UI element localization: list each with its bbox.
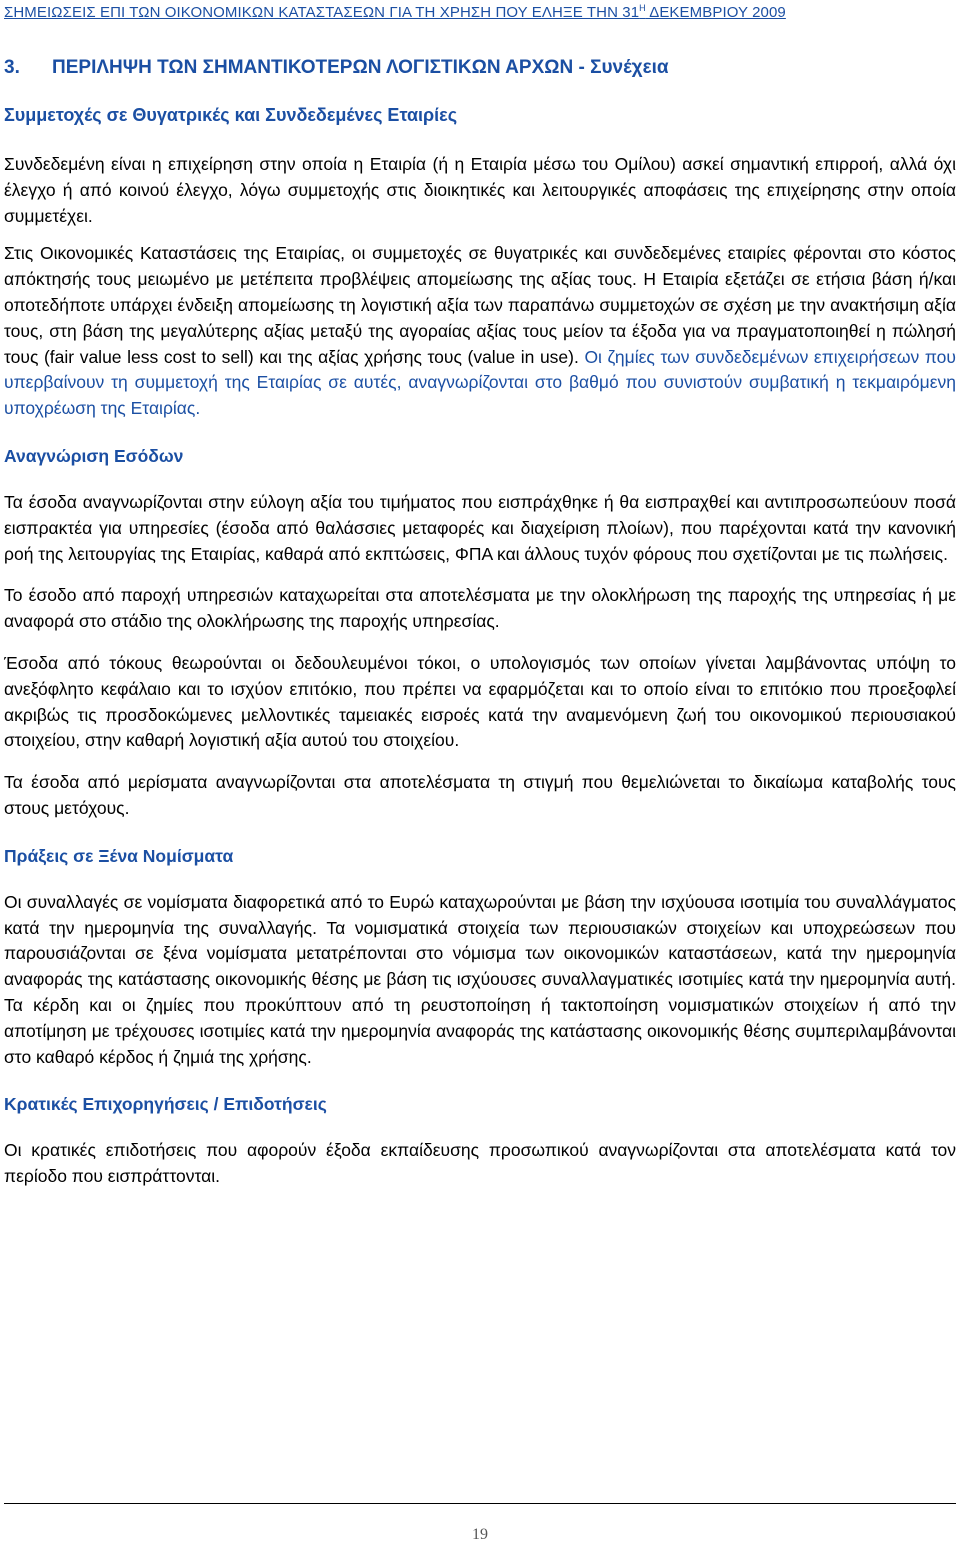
running-header-text-end: ΔΕΚΕΜΒΡΙΟΥ 2009	[645, 4, 786, 21]
paragraph-investments-cost	[4, 241, 956, 422]
paragraph-dividend-income: Τα έσοδα από μερίσματα αναγνωρίζονται στα αποτελέσματα τη στιγμή που θεμελιώνεται το δικαίωμα καταβολής τους στους μετόχους.	[4, 772, 956, 818]
section-title-text: ΠΕΡΙΛΗΨΗ ΤΩΝ ΣΗΜΑΝΤΙΚΟΤΕΡΩΝ ΛΟΓΙΣΤΙΚΩΝ ΑΡΧΩΝ - Συνέχεια	[52, 57, 669, 78]
paragraph-government-grants: Οι κρατικές επιδοτήσεις που αφορούν έξοδα εκπαίδευσης προσωπικού αναγνωρίζονται στα αποτελέσματα κατά τον περίοδο που εισπράττονται.	[4, 1140, 956, 1187]
section-number: 3.	[4, 57, 20, 78]
heading-revenue: Αναγνώριση Εσόδων	[4, 445, 184, 466]
paragraph-interest-income: Έσοδα από τόκους θεωρούνται οι δεδουλευμένοι τόκοι, ο υπολογισμός των οποίων γίνεται λαμβάνοντας υπόψη το ανεξόφλητο κεφάλαιο και το ισχύον επιτόκιο, που πρέπει να εφαρμόζεται και το οποίο είναι το επιτόκιο που προεξοφλεί ακριβώς τις προσδοκώμενες μελλοντικές ταμειακές εισροές κατά την αναμενόμενη ζωή του οικονομικού περιουσιακού στοιχείου, στην καθαρή λογιστική αξία αυτού του στοιχείου.	[4, 652, 956, 751]
paragraph-associate-losses-text: Οι ζημίες των συνδεδεμένων επιχειρήσεων που υπερβαίνουν τη συμμετοχή της Εταιρίας σε αυτές, αναγνωρίζονται στο βαθμό που συνιστούν συμβατική η τεκμαιρόμενη υποχρέωση της Εταιρίας.	[4, 346, 956, 419]
paragraph-revenue-fair-value: Τα έσοδα αναγνωρίζονται στην εύλογη αξία του τιμήματος που εισπράχθηκε ή θα εισπραχθεί και αντιπροσωπεύουν ποσά εισπρακτέα για υπηρεσίες (έσοδα από θαλάσσιες μεταφορές και διαχείριση πλοίων), που παρέχονται κατά την κανονική ροή της λειτουργίας της Εταιρίας, καθαρά από εκπτώσεις, ΦΠΑ και άλλους τυχόν φόρους που σχετίζονται με τις πωλήσεις.	[4, 491, 956, 564]
paragraph-services-revenue: Το έσοδο από παροχή υπηρεσιών καταχωρείται στα αποτελέσματα με την ολοκλήρωση της παροχής της υπηρεσίας ή με αναφορά στο στάδιο της ολοκλήρωσης της παροχής υπηρεσίας.	[4, 585, 956, 632]
section-title	[4, 55, 956, 81]
running-header	[4, 3, 956, 23]
running-header-text: ΣΗΜΕΙΩΣΕΙΣ ΕΠΙ ΤΩΝ ΟΙΚΟΝΟΜΙΚΩΝ ΚΑΤΑΣΤΑΣΕΩΝ ΓΙΑ ΤΗ ΧΡΗΣΗ ΠΟΥ ΕΛΗΞΕ ΤΗΝ 31	[4, 4, 640, 21]
page-number: 19	[472, 1526, 488, 1543]
heading-subsidiaries: Συμμετοχές σε Θυγατρικές και Συνδεδεμένες Εταιρίες	[4, 105, 458, 125]
page-content	[4, 55, 956, 1190]
paragraph-foreign-currency: Οι συναλλαγές σε νομίσματα διαφορετικά από το Ευρώ καταχωρούνται με βάση την ισχύουσα ισοτιμία του συναλλάγματος κατά την ημερομηνία της συναλλαγής. Τα νομισματικά στοιχεία των περιουσιακών στοιχείων και υποχρεώσεων που παρουσιάζονται σε ξένα νομίσματα μετατρέπονται στο νόμισμα των οικονομικών καταστάσεων, κατά την ημερομηνία αναφοράς της κατάστασης οικονομικής θέσης με βάση τις ισχύουσες συναλλαγματικές ισοτιμίες κατά την ημερομηνία αυτή. Τα κέρδη και οι ζημίες που προκύπτουν από τη ρευστοποίηση ή τακτοποίηση νομισματικών στοιχείων ή από την αποτίμηση με τρέχουσες ισοτιμίες κατά την ημερομηνία αναφοράς της κατάστασης οικονομικής θέσης συμπεριλαμβάνονται στο καθαρό κέρδος ή ζημιά της χρήσης.	[4, 891, 956, 1067]
paragraph-investments-cost-text: Στις Οικονομικές Καταστάσεις της Εταιρίας, οι συμμετοχές σε θυγατρικές και συνδεδεμένες εταιρίες φέρονται στο κόστος απόκτησής τους μειωμένο με μετέπειτα προβλέψεις απομείωσης της αξίας τους. Η Εταιρία εξετάζει σε ετήσια βάση ή/και οποτεδήποτε υπάρχει ένδειξη απομείωσης τη λογιστική αξία των παραπάνω συμμετοχών σε σχέση με την ανακτήσιμη αξία τους, στη βάση της μεγαλύτερης αξίας μεταξύ της αγοραίας αξίας τους μείον τα έξοδα για να πραγματοποιηθεί η πώλησή τους (fair value less cost to sell) και της αξίας χρήσης τους (value in use).	[4, 243, 956, 367]
footer-divider	[4, 1503, 956, 1504]
running-header-superscript: Η	[639, 3, 646, 13]
heading-government-grants: Κρατικές Επιχορηγήσεις / Επιδοτήσεις	[4, 1094, 327, 1115]
heading-foreign-currency: Πράξεις σε Ξένα Νομίσματα	[4, 845, 234, 866]
paragraph-associate-definition: Συνδεδεμένη είναι η επιχείρηση στην οποία η Εταιρία (ή η Εταιρία μέσω του Ομίλου) ασκεί σημαντική επιρροή, αλλά όχι έλεγχο ή από κοινού έλεγχο, λόγω συμμετοχής στις διοικητικές και λειτουργικές αποφάσεις της επιχείρησης στην οποία συμμετέχει.	[4, 154, 956, 226]
